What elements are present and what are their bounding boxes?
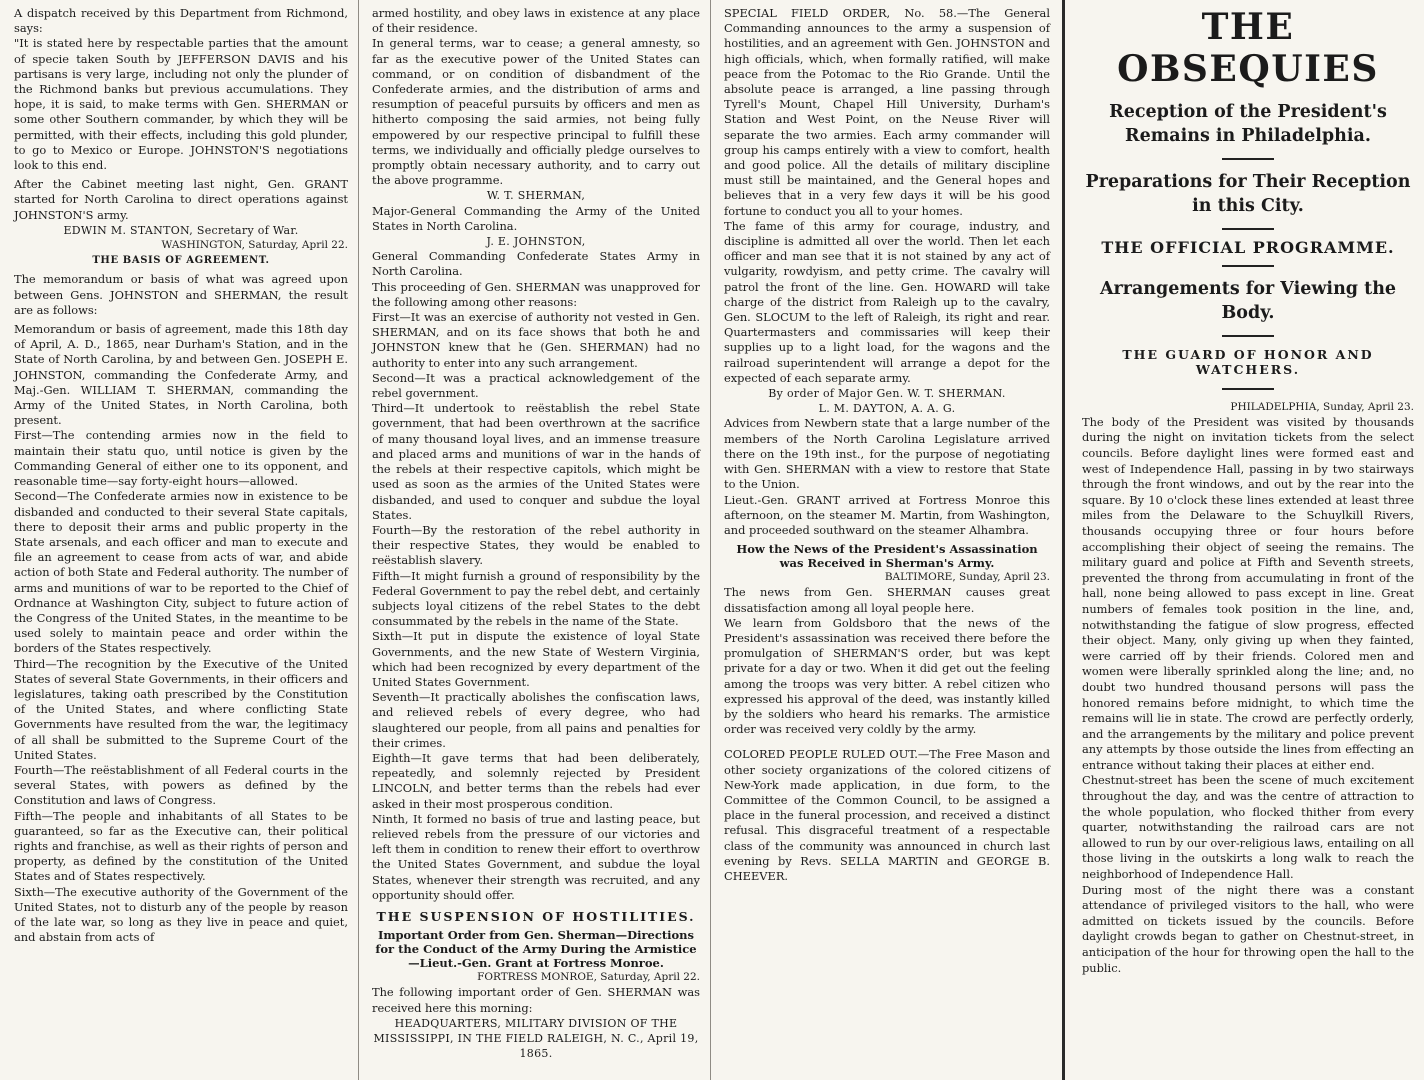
column-2 xyxy=(358,0,710,1080)
army-fame: The fame of this army for courage, industry, and discipline is admitted all over the world. Then let each officer and man see that it is not stained by any act of vulgarity, rowdyism, and petty crime. The cavalry will patrol the front of the line. Gen. HOWARD will take charge of the district from Raleigh up to the cavalry, Gen. SLOCUM to the left of Raleigh, its right and rear. Quartermasters and commissaries will keep their supplies up to a light load, for the wagons and the railroad superintendent will arrange a depot for the expected of each separate army. xyxy=(724,218,1050,385)
reason-item: Seventh—It practically abolishes the confiscation laws, and relieved rebels of every degree, who had slaughtered our people, from all pains and penalties for their crimes. xyxy=(372,690,700,750)
general-terms: In general terms, war to cease; a general amnesty, so far as the executive power of the United States can command, or on condition of disbandment of the Confederate armies, and the distribution of arms and resumption of peaceful pursuits by officers and men as hitherto composing the said armies, not being fully empowered by our respective principal to fulfill these terms, we individually and officially pledge ourselves to promptly obtain necessary authority, and to carry out the above programme. xyxy=(372,36,700,188)
deck-headline: Arrangements for Viewing the Body. xyxy=(1099,279,1397,324)
column-rule xyxy=(1062,0,1065,1080)
article-item: Fourth—The reëstablishment of all Federal courts in the several States, with powers as defined by the Constitution and laws of Congress. xyxy=(14,762,348,808)
memorandum-intro: The memorandum or basis of what was agreed upon between Gens. JOHNSTON and SHERMAN, the result are as follows: xyxy=(14,272,348,317)
reason-item: Fifth—It might furnish a ground of responsibility by the Federal Government to pay the rebel debt, and certainly subjects loyal citizens of the rebel States to the debt consummated by the rebels in the name of the State. xyxy=(372,568,700,629)
dispatch-quote: "It is stated here by respectable parties that the amount of specie taken South by JEFFERSON DAVIS and his partisans is very large, including not only the plunder of the Richmond banks but previous accumulations. They hope, it is said, to make terms with Gen. SHERMAN or some other Southern commander, by which they will be permitted, with their effects, including this gold plunder, to go to Mexico or Europe. JOHNSTON'S negotiations look to this end. xyxy=(14,36,348,173)
column-3 xyxy=(710,0,1060,1080)
memorandum-text: Memorandum or basis of agreement, made this 18th day of April, A. D., 1865, near Durham's Station, and in the State of North Carolina, by and between Gen. JOSEPH E. JOHNSTON, commanding the Confederate Army, and Maj.-Gen. WILLIAM T. SHERMAN, commanding the Army of the United States, in North Carolina, both present. xyxy=(14,322,348,428)
reason-item: Third—It undertook to reëstablish the rebel State government, that had been overthrown at the sacrifice of many thousand loyal lives, and an immense treasure and placed arms and munitions of war in the hands of the rebels at their respective capitols, which might be used as soon as the armies of the United States were disbanded, and used to conquer and subdue the loyal States. xyxy=(372,401,700,522)
article-item: Second—The Confederate armies now in existence to be disbanded and conducted to their several State capitals, there to deposit their arms and public property in the State arsenals, and each officer and man to execute and file an agreement to cease from acts of war, and abide action of both State and Federal authority. The number of arms and munitions of war to be reported to the Chief of Ordnance at Washington City, subject to future action of the Congress of the United States, in the meantime to be used solely to maintain peace and order within the borders of the States respectively. xyxy=(14,489,348,656)
grant-paragraph: Lieut.-Gen. GRANT arrived at Fortress Monroe this afternoon, on the steamer M. Martin, from Washington, and proceeded southward on the steamer Alhambra. xyxy=(724,492,1050,537)
reason-item: Fourth—By the restoration of the rebel authority in their respective States, they would be enabled to reëstablish slavery. xyxy=(372,522,700,568)
column-1 xyxy=(0,0,358,1080)
divider xyxy=(1222,335,1274,337)
signature-dayton: L. M. DAYTON, A. A. G. xyxy=(818,402,956,416)
deck-headline: THE OFFICIAL PROGRAMME. xyxy=(1101,238,1395,257)
by-order: By order of Major Gen. W. T. SHERMAN. xyxy=(768,387,1006,401)
reason-item: Eighth—It gave terms that had been deliberately, repeatedly, and solemnly rejected by President LINCOLN, and better terms than the rebels had ever asked in their most prosperous condition. xyxy=(372,750,700,811)
article-item: First—The contending armies now in the field to maintain their statu quo, until notice is given by the Commanding General of either one to its opponent, and reasonable time—say forty-eight hours—allowed. xyxy=(14,428,348,489)
article-item: Third—The recognition by the Executive of the United States of several State Governments, in their officers and legislatures, taking oath prescribed by the Constitution of the United States, and where conflicting State Governments have resulted from the war, the legitimacy of all shall be submitted to the Supreme Court of the United States. xyxy=(14,656,348,762)
deck-headline: Reception of the President's Remains in Philadelphia. xyxy=(1109,102,1387,146)
signature-sherman: W. T. SHERMAN, xyxy=(486,189,586,203)
headline: Important Order from Gen. Sherman—Directions for the Conduct of the Army During the Armistice—Lieut.-Gen. Grant at Fortress Monroe. xyxy=(375,928,697,971)
dateline: WASHINGTON, Saturday, April 22. xyxy=(161,239,348,252)
signature-title: General Commanding Confederate States Army in North Carolina. xyxy=(372,249,700,279)
news-paragraph: The news from Gen. SHERMAN causes great dissatisfaction among all loyal people here. xyxy=(724,585,1050,615)
dateline: PHILADELPHIA, Sunday, April 23. xyxy=(1230,400,1414,413)
deck-headline: THE GUARD OF HONOR AND WATCHERS. xyxy=(1122,347,1374,378)
colored-people-paragraph: COLORED PEOPLE RULED OUT.—The Free Mason and other society organizations of the colored citizens of New-York made application, in due form, to the Committee of the Common Council, to be assigned a place in the funeral procession, and received a distinct refusal. This disgraceful treatment of a respectable class of the community was announced in church last evening by Revs. SELLA MARTIN and GEORGE B. CHEEVER. xyxy=(724,747,1050,883)
article-item: Fifth—The people and inhabitants of all States to be guaranteed, so far as the Executive can, their political rights and franchise, as well as their rights of person and property, as defined by the constitution of the United States and of States respectively. xyxy=(14,808,348,884)
reason-item: Ninth, It formed no basis of true and lasting peace, but relieved rebels from the pressure of our victories and left them in condition to renew their effort to overthrow the United States Government, and subdue the loyal States, whenever their strength was recruited, and any opportunity should offer. xyxy=(372,811,700,902)
news-paragraph: We learn from Goldsboro that the news of the President's assassination was received there before the promulgation of SHERMAN'S order, but was kept private for a day or two. When it did get out the feeling among the troops was very bitter. A rebel citizen who expressed his approval of the deed, was instantly killed by the soldiers who heard his remarks. The armistice order was received very coldly by the army. xyxy=(724,615,1050,737)
reason-item: Sixth—It put in dispute the existence of loyal State Governments, and the new State of Western Virginia, which had been recognized by every department of the United States Government. xyxy=(372,629,700,689)
cabinet-paragraph: After the Cabinet meeting last night, Gen. GRANT started for North Carolina to direct operations against JOHNSTON'S army. xyxy=(14,177,348,222)
signature-johnston: J. E. JOHNSTON, xyxy=(486,235,586,249)
field-order: SPECIAL FIELD ORDER, No. 58.—The General Commanding announces to the army a suspension of hostilities, and an agreement with Gen. JOHNSTON and high officials, which, when formally ratified, will make peace from the Potomac to the Rio Grande. Until the absolute peace is arranged, a line passing through Tyrell's Mount, Chapel Hill University, Durham's Station and West Point, on the Neuse River will separate the two armies. Each army commander will group his camps entirely with a view to comfort, health and good police. All the details of military discipline must still be maintained, and the General hopes and believes that in a very few days it will be his good fortune to conduct you all to your homes. xyxy=(724,6,1050,218)
article-item: Sixth—The executive authority of the Government of the United States, not to disturb any of the people by reason of the late war, so long as they live in peace and quiet, and abstain from acts of xyxy=(14,884,348,945)
signature: EDWIN M. STANTON, Secretary of War. xyxy=(63,223,299,237)
obsequies-paragraph: During most of the night there was a constant attendance of privileged visitors to the hall, who were admitted on tickets issued by the councils. Before daylight crowds began to gather on Chestnut-street, in anticipation of the hour for throwing open the hall to the public. xyxy=(1082,882,1414,975)
signature-title: Major-General Commanding the Army of the United States in North Carolina. xyxy=(372,203,700,233)
section-title: THE BASIS OF AGREEMENT. xyxy=(92,255,270,267)
reason-item: Second—It was a practical acknowledgement of the rebel government. xyxy=(372,370,700,401)
divider xyxy=(1222,228,1274,230)
obsequies-paragraph: The body of the President was visited by thousands during the night on invitation tickets from the select councils. Before daylight lines were formed east and west of Independence Hall, passing in by two stairways through the front windows, and out by the rear into the square. By 10 o'clock these lines extended at least three miles from the Delaware to the Schuylkill Rivers, thousands occupying three or four hours before accomplishing their object of seeing the remains. The military guard and police at Fifth and Seventh streets, prevented the throng from accumulating in front of the hall, none being allowed to pass except in line. Great numbers of females took position in the line, and, notwithstanding the fatigue of slow progress, effected their object. Many, only giving up when they fainted, were carried off by their friends. Colored men and women were liberally sprinkled along the line; and, no doubt two hundred thousand persons will pass the honored remains before midnight, to which time the remains will lie in state. The crowd are perfectly orderly, and the arrangements by the military and police prevent any attempts by those outside the lines from effecting an entrance without taking their places at either end. xyxy=(1082,414,1414,772)
headquarters-line: HEADQUARTERS, MILITARY DIVISION OF THE MISSISSIPPI, IN THE FIELD RALEIGH, N. C., April 19, 1865. xyxy=(373,1016,699,1061)
order-intro: The following important order of Gen. SHERMAN was received here this morning: xyxy=(372,985,700,1015)
continuation-text: armed hostility, and obey laws in existence at any place of their residence. xyxy=(372,6,700,36)
dispatch-intro: A dispatch received by this Department from Richmond, says: xyxy=(14,6,348,36)
divider xyxy=(1222,265,1274,267)
dateline: BALTIMORE, Sunday, April 23. xyxy=(884,571,1050,584)
newbern-paragraph: Advices from Newbern state that a large number of the members of the North Carolina Legislature arrived there on the 19th inst., for the purpose of negotiating with Gen. SHERMAN with a view to restore that State to the Union. xyxy=(724,416,1050,492)
column-4 xyxy=(1068,0,1424,1080)
reason-item: First—It was an exercise of authority not vested in Gen. SHERMAN, and on its face shows that both he and JOHNSTON knew that he (Gen. SHERMAN) had no authority to enter into any such arrangement. xyxy=(372,310,700,370)
divider xyxy=(1222,158,1274,160)
dateline: FORTRESS MONROE, Saturday, April 22. xyxy=(477,971,700,984)
section-title: THE SUSPENSION OF HOSTILITIES. xyxy=(376,908,696,924)
headline: How the News of the President's Assassination was Received in Sherman's Army. xyxy=(736,542,1038,571)
masthead: THE OBSEQUIES xyxy=(1117,6,1379,90)
divider xyxy=(1222,388,1274,390)
disapproval-intro: This proceeding of Gen. SHERMAN was unapproved for the following among other reasons: xyxy=(372,279,700,309)
obsequies-paragraph: Chestnut-street has been the scene of much excitement throughout the day, and was the centre of attraction to the whole population, who flocked thither from every quarter, notwithstanding the railroad cars are not allowed to run by our over-religious laws, entailing on all those living in the outskirts a long walk to reach the neighborhood of Independence Hall. xyxy=(1082,773,1414,882)
deck-headline: Preparations for Their Reception in this City. xyxy=(1085,172,1411,216)
